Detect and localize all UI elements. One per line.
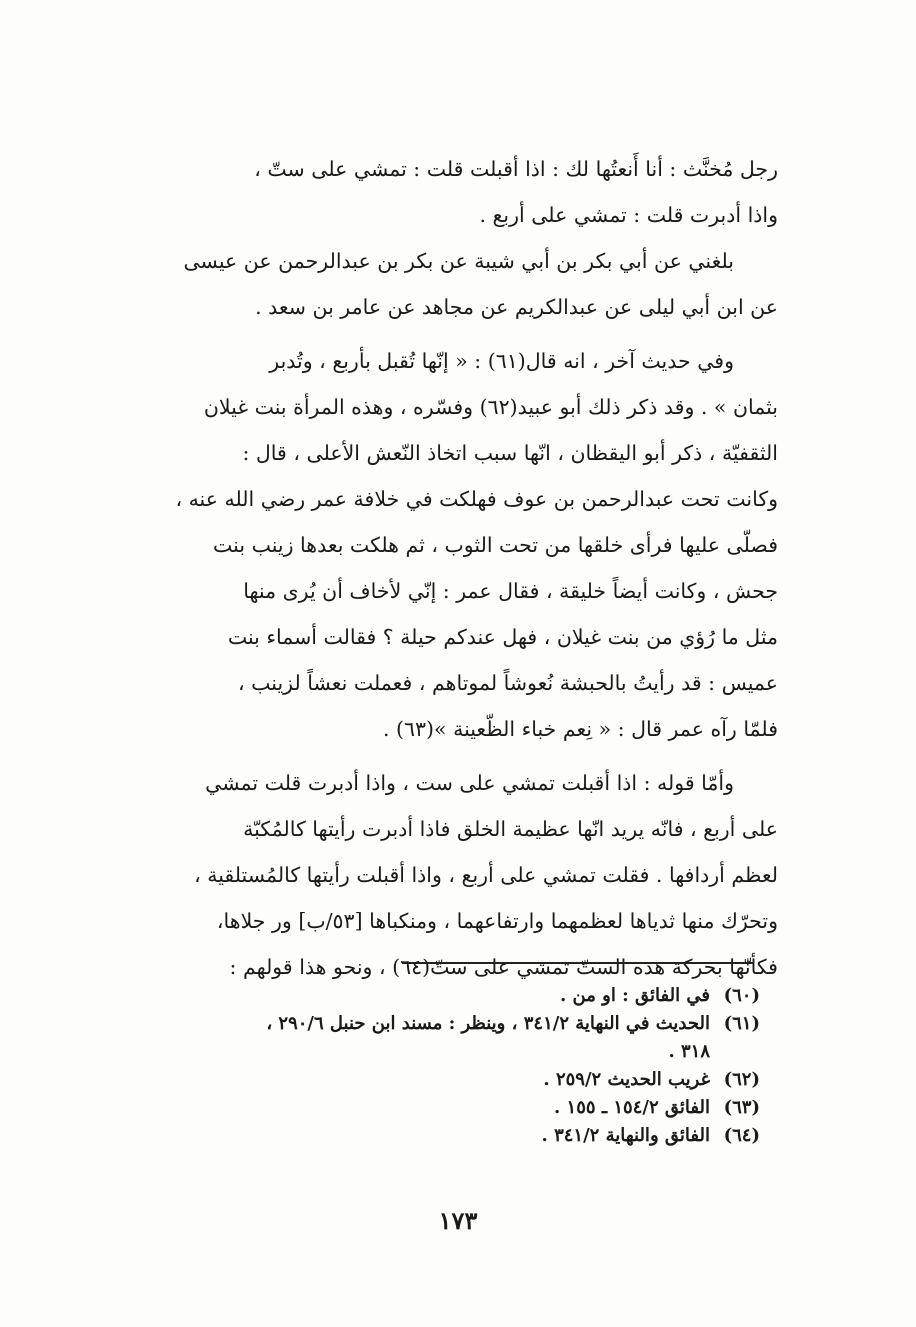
footnote-62 <box>100 1066 760 1094</box>
footnote-text: الفائق ١٥٤/٢ ـ ١٥٥ . <box>554 1097 710 1118</box>
footnote-number: (٦٤) <box>723 1125 760 1146</box>
footnote-number: (٦١) <box>723 1013 760 1034</box>
footnote-text: الحديث في النهاية ٣٤١/٢ ، وينظر : مسند ابن حنبل ٢٩٠/٦ ، <box>266 1013 710 1034</box>
footnote-text: الفائق والنهاية ٣٤١/٢ . <box>541 1125 710 1146</box>
text-line: على أربع ، فانّه يريد انّها عظيمة الخلق فاذا أدبرت رأيتها كالمُكبّة <box>243 817 778 841</box>
text-line: عميس : قد رأيتُ بالحبشة نُعوشاً لموتاهم ، فعملت نعشاً لزينب ، <box>238 671 778 695</box>
footnote-text: في الفائق : او من . <box>560 985 710 1006</box>
footnote-number-spacer <box>710 1038 760 1066</box>
footnotes <box>100 982 760 1150</box>
text-line: لعظم أردافها . فقلت تمشي على أربع ، واذا أقبلت رأيتها كالمُستلقية ، <box>194 863 778 887</box>
text-line: وفي حديث آخر ، انه قال(٦١) : « إنّها تُقبل بأربع ، وتُدبر <box>269 349 734 373</box>
text-line: بثمان » . وقد ذكر ذلك أبو عبيد(٦٢) وفسّره ، وهذه المرأة بنت غيلان <box>203 395 778 419</box>
footnote-separator <box>402 962 754 964</box>
body-text <box>96 146 778 990</box>
footnote-61-continuation <box>100 1038 760 1066</box>
text-line: وتحرّك منها ثدياها لعظمهما وارتفاعهما ، ومنكباها [٥٣/ب] ور جلاها، <box>216 909 778 933</box>
text-line: واذا أدبرت قلت : تمشي على أربع . <box>479 203 778 227</box>
footnote-64 <box>100 1122 760 1150</box>
text-line: فصلّى عليها فرأى خلقها من تحت الثوب ، ثم هلكت بعدها زينب بنت <box>213 533 778 557</box>
footnote-61 <box>100 1010 760 1038</box>
paragraph-3 <box>96 338 778 752</box>
text-line: فلمّا رآه عمر قال : « نِعم خباء الظّعينة »(٦٣) . <box>382 717 778 741</box>
footnote-number: (٦٢) <box>723 1069 760 1090</box>
paragraph-4 <box>96 760 778 990</box>
footnote-60 <box>100 982 760 1010</box>
text-line: بلغني عن أبي بكر بن أبي شيبة عن بكر بن عبدالرحمن عن عيسى <box>183 249 734 273</box>
text-line: مثل ما رُؤي من بنت غيلان ، فهل عندكم حيلة ؟ فقالت أسماء بنت <box>227 625 778 649</box>
text-line: الثقفيّة ، ذكر أبو اليقظان ، انّها سبب اتخاذ النّعش الأعلى ، قال : <box>242 441 778 465</box>
footnote-number: (٦٣) <box>723 1097 760 1118</box>
footnote-63 <box>100 1094 760 1122</box>
text-line: فكأنّها بحركة هذه الستّ تمشي على ستّ(٦٤) ، ونحو هذا قولهم : <box>229 955 778 979</box>
footnote-text: ٣١٨ . <box>668 1041 710 1062</box>
footnote-number: (٦٠) <box>723 985 760 1006</box>
footnote-text: غريب الحديث ٢٥٩/٢ . <box>543 1069 710 1090</box>
text-line: جحش ، وكانت أيضاً خليقة ، فقال عمر : إنّي لأخاف أن يُرى منها <box>243 579 778 603</box>
page-number: ١٧٣ <box>438 1206 478 1235</box>
text-line: وكانت تحت عبدالرحمن بن عوف فهلكت في خلافة عمر رضي الله عنه ، <box>175 487 778 511</box>
text-line: عن ابن أبي ليلى عن عبدالكريم عن مجاهد عن عامر بن سعد . <box>255 295 778 319</box>
paragraph-2 <box>96 238 778 330</box>
text-line: وأمّا قوله : اذا أقبلت تمشي على ست ، واذا أدبرت قلت تمشي <box>205 771 734 795</box>
paragraph-1 <box>96 146 778 238</box>
text-line: رجل مُخنَّث : أنا أَنعتُها لك : اذا أقبلت قلت : تمشي على ستّ ، <box>254 157 778 181</box>
